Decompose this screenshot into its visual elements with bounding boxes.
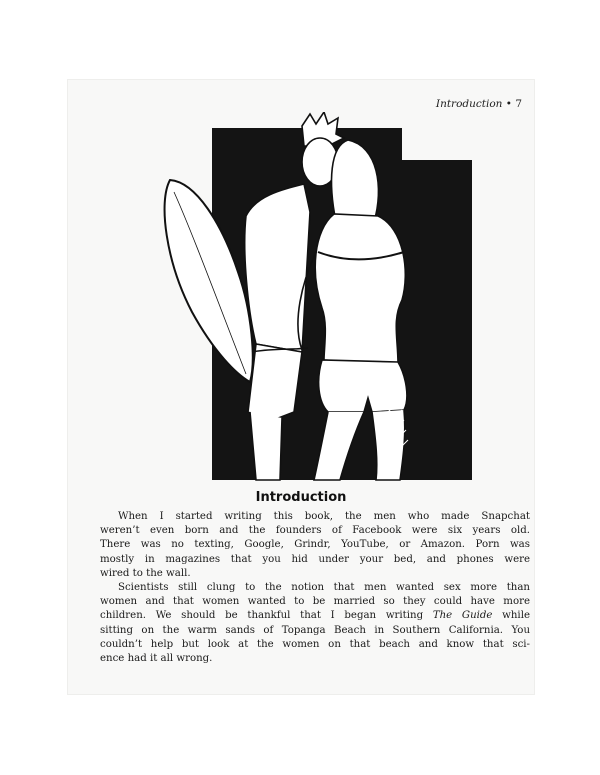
running-head-separator: • (505, 98, 512, 110)
paragraph-line: ence had it all wrong. (100, 653, 213, 665)
paragraph-line: couldn’t help but look at the women on that beach and know that sci- (100, 638, 530, 650)
paragraph-line: When I started writing this book, the men who made Snapchat (118, 511, 530, 522)
paragraph-2 (100, 581, 530, 666)
woman-shorts (319, 360, 407, 412)
book-page (68, 80, 534, 694)
paragraph-line: mostly in magazines that you hid under your bed, and phones were (100, 553, 530, 565)
woman-body (315, 214, 405, 364)
running-head (436, 98, 522, 110)
paragraph-line: wired to the wall. (100, 567, 191, 579)
couple-with-surfboard-illustration (152, 112, 482, 482)
section-heading: Introduction (255, 490, 347, 505)
page-number: 7 (515, 98, 522, 110)
paragraph-1 (100, 510, 530, 581)
body-text (100, 510, 530, 666)
paragraph-line: There was no texting, Google, Grindr, YouTube, or Amazon. Porn was (100, 539, 530, 551)
paragraph-line: women and that women wanted to be married so they could have more (100, 596, 530, 608)
line-text: while (492, 610, 530, 622)
paragraph-line: sitting on the warm sands of Topanga Beach in Southern California. You (100, 624, 530, 636)
paragraph-line: Scientists still clung to the notion that men wanted sex more than (118, 582, 530, 594)
man-torso (245, 184, 310, 352)
line-text: children. We should be thankful that I began writing (100, 610, 433, 622)
paragraph-line-with-title (100, 609, 530, 623)
paragraph-line: weren’t even born and the founders of Facebook were six years old. (100, 525, 530, 537)
running-head-title: Introduction (435, 98, 503, 110)
book-title: The Guide (432, 610, 493, 622)
